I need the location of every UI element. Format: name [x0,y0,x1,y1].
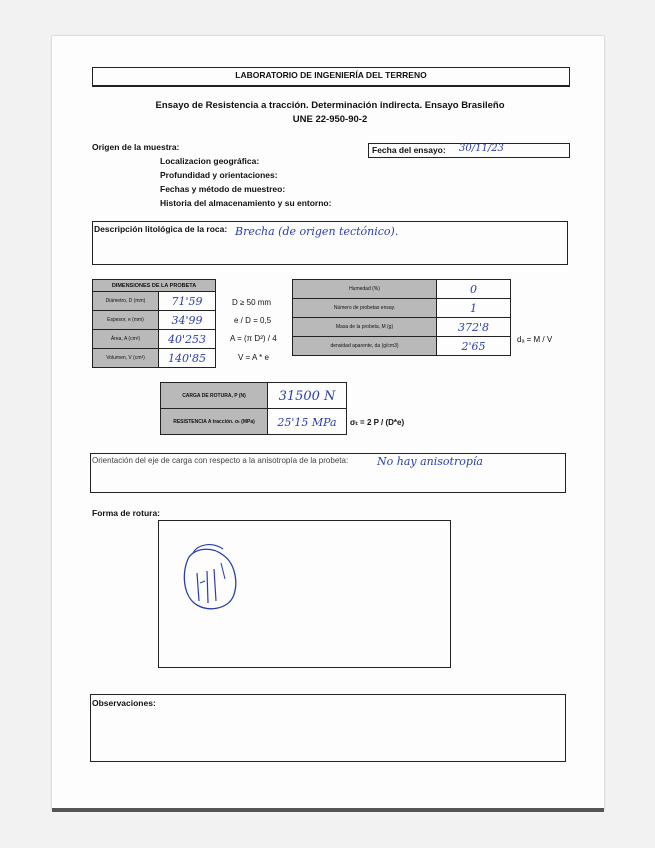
table-row [93,330,216,349]
mass-cell [437,318,511,337]
formula-volume: V = A * e [238,353,269,362]
density-label: densidad aparente, da (g/cm3) [293,337,437,356]
origin-storage: Historia del almacenamiento y su entorno: [160,198,332,208]
origin-depth: Profundidad y orientaciones: [160,170,278,180]
load-label: CARGA DE ROTURA, P (N) [161,383,268,409]
lab-title: LABORATORIO DE INGENIERÍA DEL TERRENO [92,67,570,87]
description-label: Descripción litológica de la roca: [94,224,228,234]
properties-table [292,279,511,356]
rupture-label: Forma de rotura: [92,508,161,518]
moisture-cell [437,280,511,299]
density-value: 2'65 [461,340,486,353]
results-table [160,382,347,435]
table-row [93,311,216,330]
observations-box [90,694,566,762]
load-value: 31500 N [278,388,336,404]
strength-value: 25'15 MPa [277,415,337,429]
description-value: Brecha (de origen tectónico). [235,225,399,238]
rupture-sketch-box [158,520,451,668]
table-row [161,409,347,435]
area-value: 40'253 [167,333,207,346]
orientation-box [90,453,566,493]
formula-density: dₐ = M / V [517,335,553,344]
table-row [293,280,511,299]
formula-ratio: e / D = 0,5 [234,316,272,325]
scanner-edge [52,808,604,812]
dimensions-table [92,279,216,368]
volume-label: Volumen, V (cm³) [93,349,159,368]
table-row [293,318,511,337]
strength-label: RESISTENCIA A tracción. σₜ (MPa) [161,409,268,435]
origin-label: Origen de la muestra: [92,142,180,152]
diameter-cell [159,292,216,311]
table-row [293,337,511,356]
test-date-label: Fecha del ensayo: [372,145,446,155]
moisture-value: 0 [470,283,477,296]
density-cell [437,337,511,356]
mass-value: 372'8 [457,321,490,334]
moisture-label: Humedad (%) [293,280,437,299]
volume-cell [159,349,216,368]
thickness-label: Espesor, e (mm) [93,311,159,330]
description-box [92,221,568,265]
table-row [93,292,216,311]
formula-diameter: D ≥ 50 mm [232,298,272,307]
rupture-sketch-icon [167,527,267,627]
volume-value: 140'85 [167,352,207,365]
test-date-box [368,143,570,158]
table-row [161,383,347,409]
origin-location: Localizacion geográfica: [160,156,260,166]
dimensions-header: DIMENSIONES DE LA PROBETA [93,280,216,292]
sample-count-label: Número de probetas ensay. [293,299,437,318]
thickness-value: 34'99 [171,314,203,327]
test-date-value: 30/11/23 [459,143,504,154]
area-cell [159,330,216,349]
area-label: Área, A (cm²) [93,330,159,349]
diameter-label: Diámetro, D (mm) [93,292,159,311]
mass-label: Masa de la probeta, M (g) [293,318,437,337]
formula-strength: σₜ = 2 P / (D*e) [350,418,405,427]
orientation-value: No hay anisotropía [377,455,483,468]
test-title: Ensayo de Resistencia a tracción. Determinación indirecta. Ensayo Brasileño [155,100,505,111]
orientation-label: Orientación del eje de carga con respecto a la anisotropía de la probeta: [92,456,349,465]
table-row [93,349,216,368]
thickness-cell [159,311,216,330]
standard-code: UNE 22-950-90-2 [292,114,368,125]
strength-cell [268,409,347,435]
observations-label: Observaciones: [92,698,156,708]
origin-sampling: Fechas y método de muestreo: [160,184,286,194]
load-cell [268,383,347,409]
sample-count-cell [437,299,511,318]
sample-count-value: 1 [470,302,477,315]
diameter-value: 71'59 [171,295,203,308]
formula-area: A = (π D²) / 4 [230,334,277,343]
table-row [293,299,511,318]
